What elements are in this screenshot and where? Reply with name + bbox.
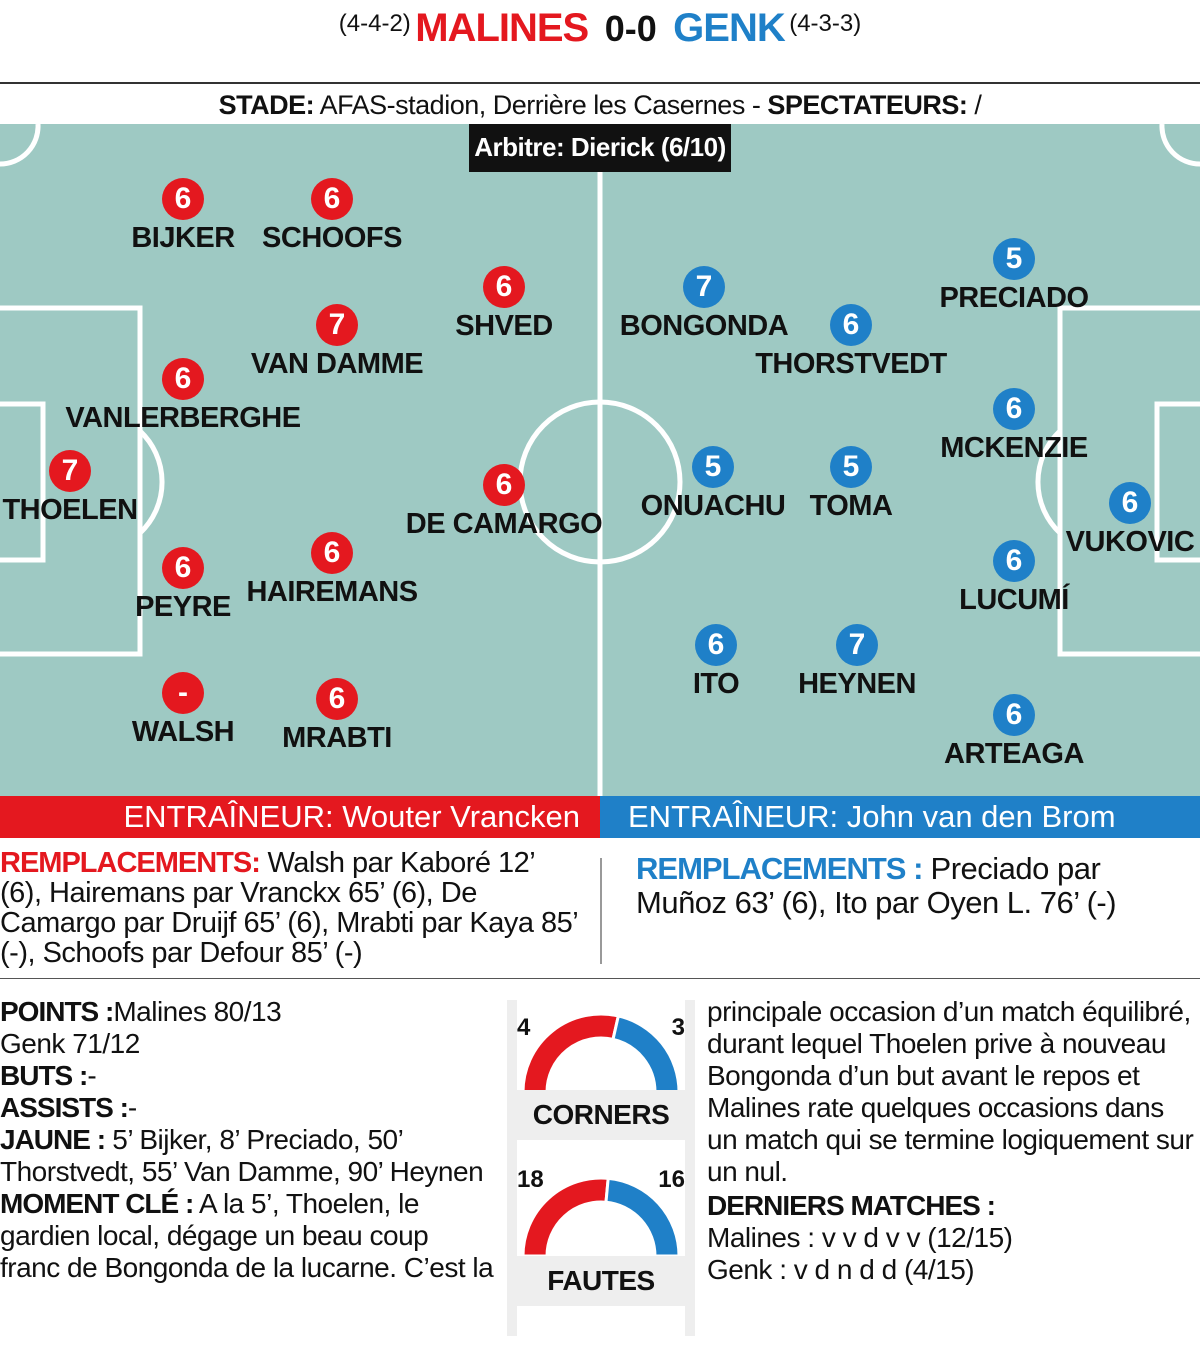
home-replacements-text: Walsh par Kaboré 12’ (6), Hairemans par Vranckx 65’ (6), De Camargo par Druijf 65’ (6), Mrabti par Kaya 85’ (-), Schoofs par Defour 85’ (-) (0, 847, 578, 969)
rating-badge: 6 (993, 694, 1035, 736)
stats-divider (0, 978, 1200, 979)
home-arc-segment (523, 1178, 608, 1256)
player-name: PRECIADO (939, 282, 1089, 314)
fautes-gauge (517, 1152, 685, 1320)
moment-label: MOMENT CLÉ : (0, 1188, 194, 1219)
referee-box: Arbitre: Dierick (6/10) (469, 124, 731, 172)
match-header (0, 0, 1200, 82)
corners-gauge (517, 1000, 685, 1160)
derniers-label: DERNIERS MATCHES : (707, 1190, 995, 1221)
moment-row (0, 1188, 495, 1284)
home-player (217, 678, 457, 756)
player-name: SCHOOFS (262, 222, 402, 254)
gauge-column-bg-right (685, 1000, 695, 1336)
player-name: WALSH (131, 716, 235, 748)
player-name: VANLERBERGHE (65, 402, 301, 434)
away-formation: (4-3-3) (789, 10, 862, 37)
player-name: HEYNEN (798, 668, 916, 700)
jaune-value: 5’ Bijker, 8’ Preciado, 50’ Thorstvedt, 55’ Van Damme, 90’ Heynen (0, 1124, 484, 1187)
home-player (212, 178, 452, 256)
rating-badge: 6 (311, 178, 353, 220)
away-player (894, 694, 1134, 772)
spectators-value: / (974, 90, 982, 120)
fautes-arc (517, 1152, 685, 1256)
rating-badge: 5 (993, 238, 1035, 280)
away-player (731, 446, 971, 524)
match-summary (707, 996, 1200, 1286)
away-arc-segment (613, 1016, 679, 1092)
home-coach: ENTRAÎNEUR: Wouter Vrancken (0, 796, 600, 838)
rating-badge: 6 (483, 266, 525, 308)
rating-badge: 6 (162, 178, 204, 220)
player-name: HAIREMANS (246, 576, 418, 608)
venue-line (0, 86, 1200, 124)
away-replacements-text: Preciado par Muñoz 63’ (6), Ito par Oyen L. 76’ (-) (636, 851, 1117, 920)
home-player (63, 547, 303, 625)
stade-label: STADE: (218, 90, 315, 120)
player-name: THOELEN (2, 494, 138, 526)
away-player (737, 624, 977, 702)
player-name: ARTEAGA (944, 738, 1084, 770)
home-arc-segment (523, 1014, 618, 1092)
points-label: POINTS : (0, 996, 114, 1027)
match-stats (0, 996, 495, 1284)
rating-badge: 6 (483, 464, 525, 506)
jaune-label: JAUNE : (0, 1124, 106, 1155)
player-name: MRABTI (282, 722, 392, 754)
corners-home: 4 (517, 1014, 531, 1041)
away-replacements-label: REMPLACEMENTS : (636, 851, 923, 886)
home-team-name: MALINES (415, 6, 589, 50)
player-name: ITO (692, 668, 740, 700)
player-name: VAN DAMME (250, 348, 424, 380)
fautes-label: FAUTES (517, 1256, 685, 1306)
player-name: PEYRE (135, 591, 231, 623)
buts-label: BUTS : (0, 1060, 88, 1091)
rating-badge: 5 (692, 446, 734, 488)
rating-badge: 6 (1109, 482, 1151, 524)
buts-row (0, 1060, 495, 1092)
player-name: VUKOVIC (1065, 526, 1195, 558)
fautes-away: 16 (658, 1166, 685, 1193)
away-team-name: GENK (673, 6, 785, 50)
player-name: DE CAMARGO (405, 508, 603, 540)
derniers-away: Genk : v d n d d (4/15) (707, 1254, 975, 1285)
rating-badge: 6 (695, 624, 737, 666)
header-divider (0, 82, 1200, 84)
player-name: BONGONDA (619, 310, 789, 342)
corners-arc (517, 1000, 685, 1096)
stade-value: AFAS-stadion, Derrière les Casernes - (319, 90, 761, 120)
player-name: MCKENZIE (940, 432, 1088, 464)
rating-badge: 5 (830, 446, 872, 488)
moment-continued: principale occasion d’un match équilibré, durant lequel Thoelen prive à nouveau Bongonda d’un but avant le repos et Malines rate quelques occasions dans un match qui se termine logiquement sur un nul. (707, 996, 1194, 1187)
player-name: ONUACHU (640, 490, 786, 522)
rating-badge: 6 (162, 547, 204, 589)
away-coach: ENTRAÎNEUR: John van den Brom (600, 796, 1200, 838)
points-row (0, 996, 495, 1028)
player-name: THORSTVEDT (755, 348, 947, 380)
spectators-label: SPECTATEURS: (767, 90, 968, 120)
rating-badge: 6 (830, 304, 872, 346)
gauge-column-bg (507, 1000, 517, 1336)
fautes-home: 18 (517, 1166, 544, 1193)
away-player (731, 304, 971, 382)
away-arc-segment (606, 1178, 679, 1256)
buts-value: - (87, 1060, 97, 1091)
home-player (0, 450, 190, 528)
home-formation: (4-4-2) (338, 10, 411, 37)
rating-badge: 7 (49, 450, 91, 492)
home-player (384, 464, 624, 542)
rating-badge: 7 (316, 304, 358, 346)
assists-value: - (127, 1092, 137, 1123)
jaune-row (0, 1124, 495, 1188)
corners-label: CORNERS (517, 1090, 685, 1140)
player-name: LUCUMÍ (959, 584, 1069, 616)
rating-badge: 6 (162, 358, 204, 400)
home-player (63, 358, 303, 436)
rating-badge: 6 (316, 678, 358, 720)
moment-value: A la 5’, Thoelen, le gardien local, dégage un beau coup franc de Bongonda de la lucarne. C’est la (0, 1188, 494, 1283)
derniers-home: Malines : v v d v v (12/15) (707, 1222, 1013, 1253)
points-away: Genk 71/12 (0, 1028, 140, 1059)
corners-away: 3 (671, 1014, 685, 1041)
rating-badge: 6 (311, 532, 353, 574)
replacements-divider (600, 858, 602, 964)
player-name: SHVED (455, 310, 553, 342)
rating-badge: 7 (836, 624, 878, 666)
player-name: BIJKER (131, 222, 235, 254)
assists-row (0, 1092, 495, 1124)
away-player (894, 540, 1134, 618)
assists-label: ASSISTS : (0, 1092, 128, 1123)
rating-badge: 6 (993, 540, 1035, 582)
points-home: Malines 80/13 (113, 996, 282, 1027)
rating-badge: 7 (683, 266, 725, 308)
home-replacements-label: REMPLACEMENTS: (0, 847, 260, 879)
away-replacements (636, 852, 1196, 920)
rating-badge: - (162, 672, 204, 714)
match-score: 0-0 (604, 8, 657, 49)
player-name: TOMA (809, 490, 893, 522)
home-replacements (0, 848, 580, 968)
rating-badge: 6 (993, 388, 1035, 430)
